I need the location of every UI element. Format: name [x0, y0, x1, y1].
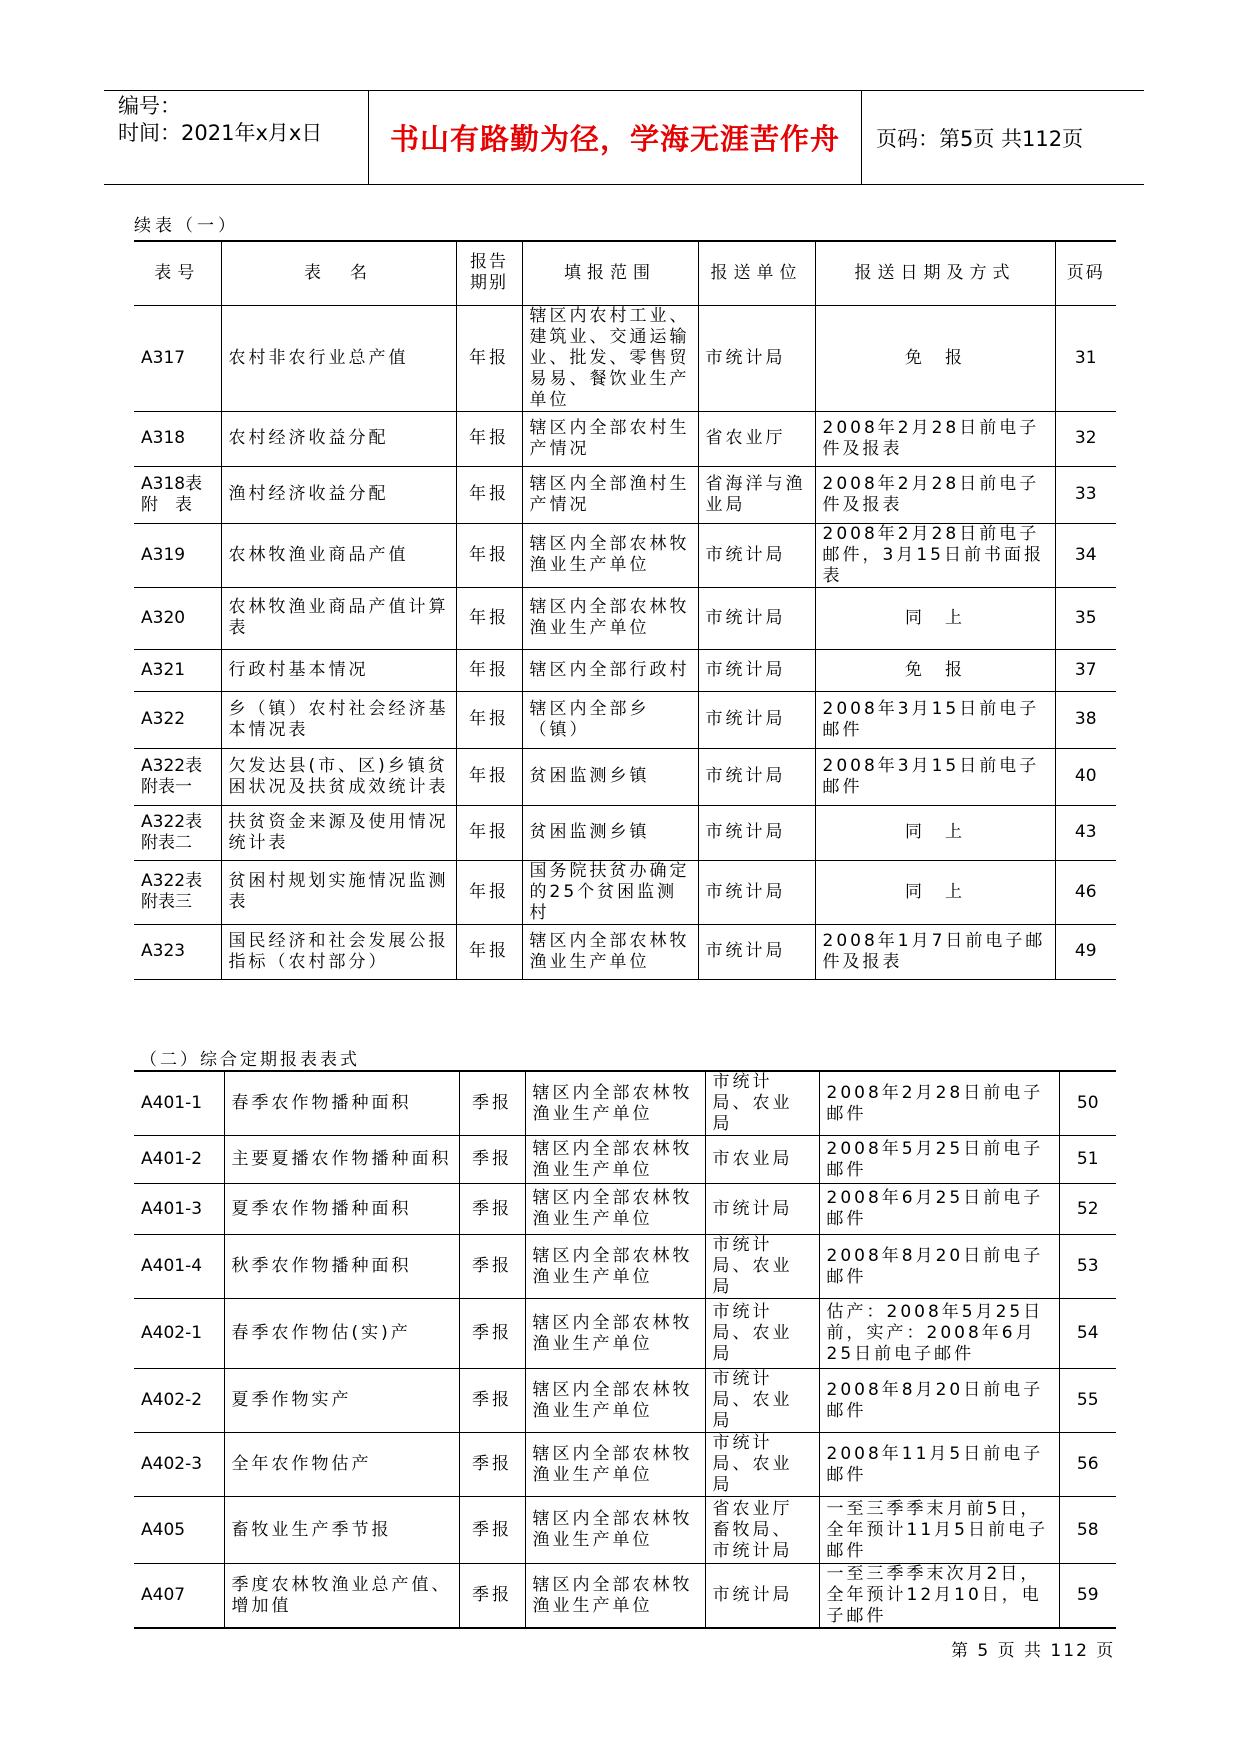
table-row	[134, 691, 1116, 748]
cell-period: 年报	[456, 805, 522, 860]
cell-date: 2008年3月15日前电子邮件	[815, 748, 1055, 805]
cell-code: A405	[134, 1497, 224, 1564]
table-row	[134, 587, 1116, 649]
col-header-date: 报送日期及方式	[815, 241, 1055, 305]
cell-page: 38	[1055, 691, 1116, 748]
cell-date: 2008年2月28日前电子邮件，3月15日前书面报表	[815, 523, 1055, 587]
table-header-row	[134, 241, 1116, 305]
cell-unit: 市统计局	[698, 587, 815, 649]
cell-unit: 市统计局、农业局	[705, 1299, 819, 1369]
table-row	[134, 411, 1116, 466]
cell-name: 贫困村规划实施情况监测表	[221, 860, 456, 924]
col-header-scope: 填报范围	[522, 241, 698, 305]
cell-name: 季度农林牧渔业总产值、增加值	[224, 1564, 459, 1629]
cell-date: 2008年11月5日前电子邮件	[819, 1433, 1059, 1497]
cell-code: A322	[134, 691, 221, 748]
cell-scope: 国务院扶贫办确定的25个贫困监测村	[522, 860, 698, 924]
cell-period: 季报	[459, 1184, 525, 1235]
cell-page: 40	[1055, 748, 1116, 805]
table-row	[134, 1071, 1116, 1136]
table-row	[134, 1497, 1116, 1564]
cell-unit: 市统计局	[698, 860, 815, 924]
cell-date: 2008年2月28日前电子件及报表	[815, 466, 1055, 523]
cell-name: 国民经济和社会发展公报指标（农村部分）	[221, 924, 456, 979]
col-header-code: 表号	[134, 241, 221, 305]
report-table-1	[134, 240, 1116, 980]
cell-date: 2008年3月15日前电子邮件	[815, 691, 1055, 748]
cell-scope: 辖区内全部农林牧渔业生产单位	[525, 1369, 705, 1433]
cell-period: 年报	[456, 924, 522, 979]
cell-unit: 市统计局	[698, 924, 815, 979]
cell-name: 欠发达县(市、区)乡镇贫困状况及扶贫成效统计表	[221, 748, 456, 805]
time-label: 时间：2021年x月x日	[118, 121, 323, 145]
cell-date: 免 报	[815, 649, 1055, 691]
cell-unit: 市统计局	[698, 691, 815, 748]
cell-page: 53	[1059, 1235, 1116, 1299]
cell-period: 年报	[456, 587, 522, 649]
cell-unit: 省农业厅	[698, 411, 815, 466]
cell-scope: 辖区内全部农林牧渔业生产单位	[525, 1071, 705, 1136]
table-row	[134, 1299, 1116, 1369]
cell-period: 季报	[459, 1235, 525, 1299]
cell-unit: 市统计局、农业局	[705, 1235, 819, 1299]
cell-code: A322表附表三	[134, 860, 221, 924]
cell-code: A402-3	[134, 1433, 224, 1497]
header-page-label: 页码：第5页 共112页	[876, 126, 1084, 151]
section-title: （二）综合定期报表表式	[140, 1050, 360, 1070]
cell-date: 一至三季季末月前5日，全年预计11月5日前电子邮件	[819, 1497, 1059, 1564]
cell-code: A323	[134, 924, 221, 979]
table-row	[134, 1369, 1116, 1433]
cell-page: 58	[1059, 1497, 1116, 1564]
cell-page: 31	[1055, 305, 1116, 411]
cell-unit: 市统计局、农业局	[705, 1433, 819, 1497]
cell-name: 农村非农行业总产值	[221, 305, 456, 411]
table-row	[134, 748, 1116, 805]
cell-date: 2008年2月28日前电子邮件	[819, 1071, 1059, 1136]
cell-page: 56	[1059, 1433, 1116, 1497]
table-row	[134, 860, 1116, 924]
cell-date: 免 报	[815, 305, 1055, 411]
cell-code: A401-4	[134, 1235, 224, 1299]
col-header-page: 页码	[1055, 241, 1116, 305]
cell-code: A402-2	[134, 1369, 224, 1433]
table-row	[134, 649, 1116, 691]
cell-date: 一至三季季末次月2日，全年预计12月10日，电子邮件	[819, 1564, 1059, 1629]
cell-code: A320	[134, 587, 221, 649]
page-footer: 第 5 页 共 112 页	[951, 1641, 1116, 1661]
report-table-2	[134, 1070, 1116, 1629]
cell-page: 49	[1055, 924, 1116, 979]
header-motto: 书山有路勤为径，学海无涯苦作舟	[368, 91, 862, 184]
cell-scope: 辖区内全部农林牧渔业生产单位	[522, 523, 698, 587]
cell-code: A407	[134, 1564, 224, 1629]
cell-period: 季报	[459, 1299, 525, 1369]
cell-date: 2008年6月25日前电子邮件	[819, 1184, 1059, 1235]
cell-period: 季报	[459, 1071, 525, 1136]
cell-unit: 市统计局	[698, 649, 815, 691]
cell-name: 农林牧渔业商品产值计算表	[221, 587, 456, 649]
cell-unit: 市统计局、农业局	[705, 1369, 819, 1433]
col-header-name: 表 名	[221, 241, 456, 305]
cell-name: 畜牧业生产季节报	[224, 1497, 459, 1564]
table-caption: 续表（一）	[134, 216, 239, 236]
cell-code: A401-3	[134, 1184, 224, 1235]
table-row	[134, 1564, 1116, 1629]
cell-scope: 辖区内农村工业、建筑业、交通运输业、批发、零售贸易易、餐饮业生产单位	[522, 305, 698, 411]
cell-code: A401-1	[134, 1071, 224, 1136]
cell-unit: 市统计局	[698, 523, 815, 587]
cell-unit: 省海洋与渔业局	[698, 466, 815, 523]
cell-period: 季报	[459, 1369, 525, 1433]
cell-unit: 市农业局	[705, 1136, 819, 1184]
cell-unit: 市统计局	[705, 1564, 819, 1629]
table-row	[134, 466, 1116, 523]
cell-scope: 辖区内全部农林牧渔业生产单位	[522, 924, 698, 979]
cell-page: 32	[1055, 411, 1116, 466]
table-row	[134, 523, 1116, 587]
cell-date: 同 上	[815, 860, 1055, 924]
table-row	[134, 1235, 1116, 1299]
page-header	[104, 90, 1144, 185]
cell-unit: 市统计局	[698, 805, 815, 860]
cell-code: A319	[134, 523, 221, 587]
cell-name: 主要夏播农作物播种面积	[224, 1136, 459, 1184]
cell-scope: 辖区内全部农林牧渔业生产单位	[525, 1299, 705, 1369]
cell-date: 2008年8月20日前电子邮件	[819, 1235, 1059, 1299]
table-row	[134, 1184, 1116, 1235]
table-row	[134, 1433, 1116, 1497]
col-header-unit: 报送单位	[698, 241, 815, 305]
cell-name: 农林牧渔业商品产值	[221, 523, 456, 587]
cell-page: 35	[1055, 587, 1116, 649]
cell-page: 54	[1059, 1299, 1116, 1369]
table-row	[134, 305, 1116, 411]
cell-period: 季报	[459, 1497, 525, 1564]
cell-page: 37	[1055, 649, 1116, 691]
cell-page: 52	[1059, 1184, 1116, 1235]
cell-period: 季报	[459, 1433, 525, 1497]
cell-name: 春季农作物播种面积	[224, 1071, 459, 1136]
cell-scope: 辖区内全部农林牧渔业生产单位	[525, 1184, 705, 1235]
cell-page: 46	[1055, 860, 1116, 924]
cell-period: 年报	[456, 411, 522, 466]
cell-page: 34	[1055, 523, 1116, 587]
cell-name: 秋季农作物播种面积	[224, 1235, 459, 1299]
cell-scope: 辖区内全部农林牧渔业生产单位	[525, 1564, 705, 1629]
cell-period: 年报	[456, 466, 522, 523]
table-row	[134, 924, 1116, 979]
cell-page: 33	[1055, 466, 1116, 523]
cell-date: 2008年1月7日前电子邮件及报表	[815, 924, 1055, 979]
cell-scope: 辖区内全部农村生产情况	[522, 411, 698, 466]
cell-code: A402-1	[134, 1299, 224, 1369]
cell-name: 乡（镇）农村社会经济基本情况表	[221, 691, 456, 748]
cell-name: 春季农作物估(实)产	[224, 1299, 459, 1369]
cell-scope: 辖区内全部农林牧渔业生产单位	[525, 1433, 705, 1497]
cell-scope: 贫困监测乡镇	[522, 805, 698, 860]
cell-page: 43	[1055, 805, 1116, 860]
cell-period: 年报	[456, 860, 522, 924]
cell-period: 年报	[456, 748, 522, 805]
cell-name: 渔村经济收益分配	[221, 466, 456, 523]
header-meta	[118, 91, 368, 186]
cell-date: 2008年5月25日前电子邮件	[819, 1136, 1059, 1184]
number-label: 编号：	[118, 94, 181, 118]
cell-code: A401-2	[134, 1136, 224, 1184]
cell-date: 同 上	[815, 587, 1055, 649]
cell-scope: 辖区内全部农林牧渔业生产单位	[525, 1497, 705, 1564]
cell-scope: 辖区内全部乡（镇）	[522, 691, 698, 748]
cell-name: 夏季作物实产	[224, 1369, 459, 1433]
cell-code: A322表附表一	[134, 748, 221, 805]
cell-period: 季报	[459, 1136, 525, 1184]
cell-date: 2008年8月20日前电子邮件	[819, 1369, 1059, 1433]
cell-period: 年报	[456, 649, 522, 691]
cell-scope: 辖区内全部农林牧渔业生产单位	[525, 1235, 705, 1299]
cell-date: 2008年2月28日前电子件及报表	[815, 411, 1055, 466]
cell-period: 年报	[456, 691, 522, 748]
table-row	[134, 1136, 1116, 1184]
cell-page: 55	[1059, 1369, 1116, 1433]
cell-code: A318表附 表	[134, 466, 221, 523]
cell-scope: 辖区内全部农林牧渔业生产单位	[525, 1136, 705, 1184]
cell-page: 50	[1059, 1071, 1116, 1136]
cell-scope: 辖区内全部行政村	[522, 649, 698, 691]
cell-unit: 市统计局、农业局	[705, 1071, 819, 1136]
cell-unit: 市统计局	[698, 305, 815, 411]
cell-scope: 辖区内全部渔村生产情况	[522, 466, 698, 523]
cell-unit: 省农业厅畜牧局、市统计局	[705, 1497, 819, 1564]
cell-page: 59	[1059, 1564, 1116, 1629]
table-row	[134, 805, 1116, 860]
cell-name: 扶贫资金来源及使用情况统计表	[221, 805, 456, 860]
cell-date: 估产：2008年5月25日前，实产：2008年6月25日前电子邮件	[819, 1299, 1059, 1369]
cell-scope: 辖区内全部农林牧渔业生产单位	[522, 587, 698, 649]
cell-period: 年报	[456, 523, 522, 587]
cell-scope: 贫困监测乡镇	[522, 748, 698, 805]
cell-unit: 市统计局	[705, 1184, 819, 1235]
cell-code: A317	[134, 305, 221, 411]
cell-date: 同 上	[815, 805, 1055, 860]
cell-name: 夏季农作物播种面积	[224, 1184, 459, 1235]
cell-name: 全年农作物估产	[224, 1433, 459, 1497]
cell-name: 行政村基本情况	[221, 649, 456, 691]
cell-period: 季报	[459, 1564, 525, 1629]
cell-code: A322表附表二	[134, 805, 221, 860]
cell-page: 51	[1059, 1136, 1116, 1184]
cell-period: 年报	[456, 305, 522, 411]
cell-code: A321	[134, 649, 221, 691]
cell-unit: 市统计局	[698, 748, 815, 805]
cell-code: A318	[134, 411, 221, 466]
col-header-period: 报告期别	[456, 241, 522, 305]
cell-name: 农村经济收益分配	[221, 411, 456, 466]
